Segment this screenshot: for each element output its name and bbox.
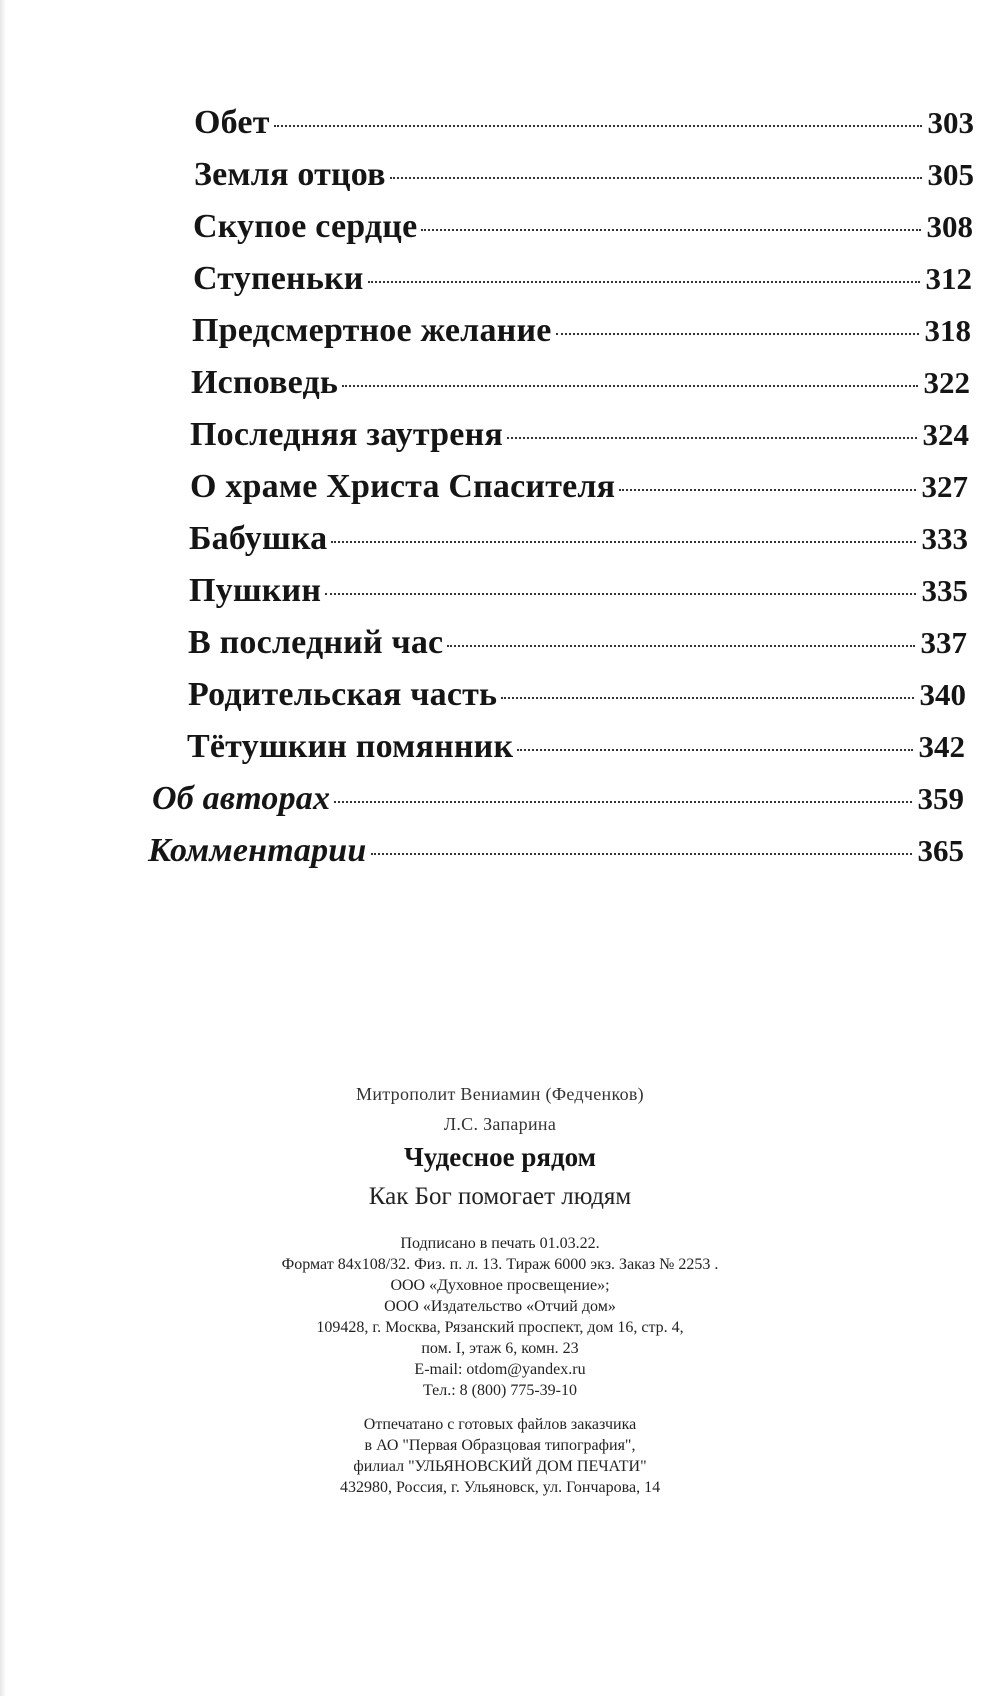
toc-leader-dots (334, 801, 911, 803)
toc-leader-dots (342, 385, 917, 387)
toc-entry (193, 260, 972, 306)
toc-entry-title: Ступеньки (193, 260, 364, 297)
book-subtitle-text: Как Бог помогает людям (368, 1183, 632, 1210)
toc-entry-page: 305 (927, 157, 974, 192)
imprint-authors (0, 1079, 1000, 1139)
toc-entry-page: 312 (925, 261, 972, 296)
toc-entry (148, 832, 964, 878)
toc-entry-title: Тётушкин помянник (187, 728, 514, 765)
toc-leader-dots (371, 853, 912, 855)
toc-entry (188, 676, 966, 722)
toc-leader-dots (507, 437, 917, 439)
publication-line: Подписано в печать 01.03.22. (400, 1235, 600, 1252)
book-title-text: Чудесное рядом (403, 1142, 597, 1172)
toc-entry (194, 104, 974, 150)
toc-entry-title: Бабушка (189, 520, 328, 557)
toc-entry (189, 520, 968, 566)
toc-leader-dots (390, 177, 922, 179)
toc-entry (152, 780, 964, 826)
toc-entry-title: Последняя заутреня (190, 416, 503, 453)
printing-line: филиал "УЛЬЯНОВСКИЙ ДОМ ПЕЧАТИ" (353, 1458, 647, 1475)
toc-leader-dots (556, 333, 919, 335)
toc-leader-dots (517, 749, 912, 751)
toc-entry-page: 318 (924, 313, 971, 348)
toc-entry-title: Предсмертное желание (192, 312, 552, 349)
publication-line: Формат 84x108/32. Физ. п. л. 13. Тираж 6000 экз. Заказ № 2253 . (281, 1256, 719, 1273)
toc-entry-title: Родительская часть (188, 676, 498, 713)
toc-entry-page: 324 (922, 417, 969, 452)
publication-line: Тел.: 8 (800) 775-39-10 (422, 1382, 577, 1399)
toc-entry-title: Пушкин (189, 572, 322, 609)
printing-info (0, 1414, 1000, 1498)
toc-leader-dots (501, 697, 913, 699)
toc-entry (193, 208, 973, 254)
toc-entry (190, 416, 969, 462)
toc-entry-page: 303 (927, 105, 974, 140)
publication-line: ООО «Духовное просвещение»; (390, 1277, 610, 1294)
toc-entry (194, 156, 974, 202)
toc-entry-title: В последний час (188, 624, 444, 661)
toc-leader-dots (325, 593, 915, 595)
toc-leader-dots (368, 281, 920, 283)
toc-entry (188, 624, 967, 670)
toc-entry-page: 359 (917, 781, 964, 816)
publication-line: E-mail: otdom@yandex.ru (414, 1361, 586, 1378)
toc-leader-dots (421, 229, 920, 231)
toc-entry-page: 365 (917, 833, 964, 868)
toc-leader-dots (619, 489, 915, 491)
publication-line: пом. I, этаж 6, комн. 23 (421, 1340, 579, 1357)
publication-info (0, 1233, 1000, 1401)
toc-entry-title: Исповедь (191, 364, 339, 401)
publication-line: ООО «Издательство «Отчий дом» (384, 1298, 616, 1315)
toc-entry (189, 572, 968, 618)
toc-entry (187, 728, 965, 774)
toc-entry-page: 333 (921, 521, 968, 556)
toc-entry-page: 337 (920, 625, 967, 660)
toc-entry (190, 468, 968, 514)
toc-entry-title: О храме Христа Спасителя (190, 468, 616, 505)
toc-entry-title: Обет (194, 104, 270, 141)
toc-entry-page: 327 (921, 469, 968, 504)
toc-entry-page: 342 (918, 729, 965, 764)
printing-line: в АО "Первая Образцовая типография", (364, 1437, 636, 1454)
toc-entry-page: 322 (923, 365, 970, 400)
book-title (0, 1140, 1000, 1174)
book-subtitle (0, 1180, 1000, 1214)
printing-line: Отпечатано с готовых файлов заказчика (363, 1416, 637, 1433)
author-name: Л.С. Запарина (443, 1114, 557, 1134)
toc-entry-title: Об авторах (152, 780, 331, 817)
toc-entry (192, 312, 971, 358)
publication-line: 109428, г. Москва, Рязанский проспект, дом 16, стр. 4, (316, 1319, 684, 1336)
author-name: Митрополит Вениамин (Федченков) (356, 1084, 644, 1104)
printing-line: 432980, Россия, г. Ульяновск, ул. Гончарова, 14 (339, 1479, 661, 1496)
toc-leader-dots (331, 541, 915, 543)
toc-entry-title: Скупое сердце (193, 208, 418, 245)
toc-entry-page: 335 (921, 573, 968, 608)
toc-entry-title: Земля отцов (194, 156, 386, 193)
toc-entry-page: 308 (926, 209, 973, 244)
toc-leader-dots (447, 645, 914, 647)
toc-entry (191, 364, 970, 410)
toc-leader-dots (274, 125, 922, 127)
toc-entry-title: Комментарии (148, 832, 367, 869)
toc-entry-page: 340 (919, 677, 966, 712)
